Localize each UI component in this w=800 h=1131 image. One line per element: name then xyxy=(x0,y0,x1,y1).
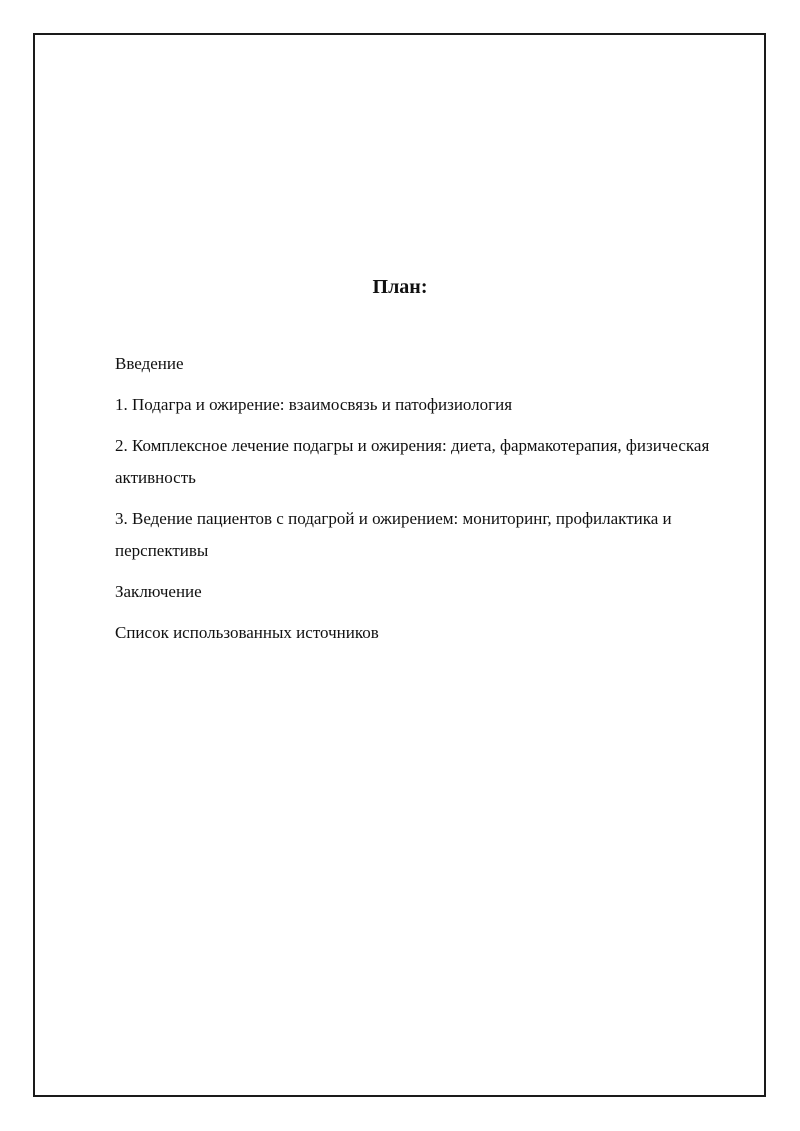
toc-item-section-2: 2. Комплексное лечение подагры и ожирения: диета, фармакотерапия, физическая активность xyxy=(115,436,710,487)
toc-item-section-3: 3. Ведение пациентов с подагрой и ожирением: мониторинг, профилактика и перспективы xyxy=(115,509,672,560)
toc-item-references: Список использованных источников xyxy=(115,623,379,642)
table-of-contents xyxy=(115,348,745,658)
toc-item-section-1: 1. Подагра и ожирение: взаимосвязь и патофизиология xyxy=(115,395,513,414)
toc-item-introduction: Введение xyxy=(115,354,184,373)
plan-title: План: xyxy=(372,276,428,298)
toc-item-conclusion: Заключение xyxy=(115,582,202,601)
